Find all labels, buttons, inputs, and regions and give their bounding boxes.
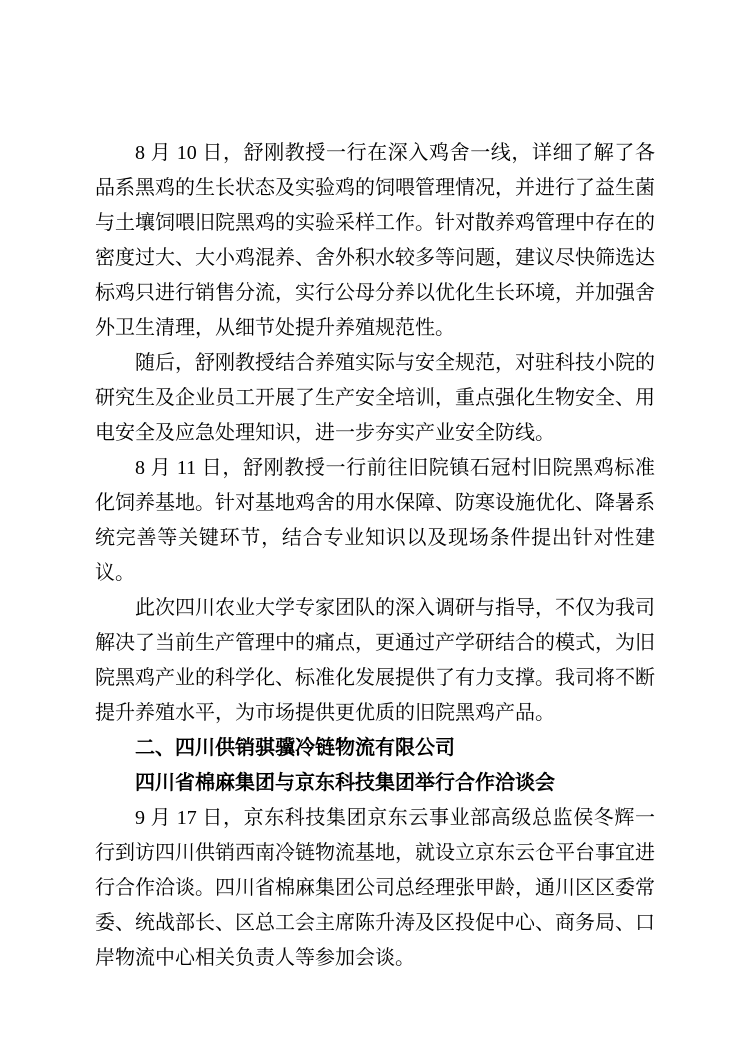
paragraph-aug11-base-visit: 8 月 11 日，舒刚教授一行前往旧院镇石冠村旧院黑鸡标准化饲养基地。针对基地鸡舍的用水保障、防寒设施优化、降暑系统完善等关键环节，结合专业知识以及现场条件提出针对性建议。 bbox=[95, 457, 655, 584]
subsection-heading-jd-cooperation-meeting: 四川省棉麻集团与京东科技集团举行合作洽谈会 bbox=[135, 772, 555, 794]
paragraph-aug10-farm-visit: 8 月 10 日，舒刚教授一行在深入鸡舍一线，详细了解了各品系黑鸡的生长状态及实验鸡的饲喂管理情况，并进行了益生菌与土壤饲喂旧院黑鸡的实验采样工作。针对散养鸡管理中存在的密度过大、大小鸡混养、舍外积水较多等问题，建议尽快筛选达标鸡只进行销售分流，实行公母分养以优化生长环境，并加强舍外卫生清理，从细节处提升养殖规范性。 bbox=[95, 142, 655, 339]
paragraph-safety-training: 随后，舒刚教授结合养殖实际与安全规范，对驻科技小院的研究生及企业员工开展了生产安全培训，重点强化生物安全、用电安全及应急处理知识，进一步夯实产业安全防线。 bbox=[95, 352, 655, 444]
paragraph-sep17-jd-meeting: 9 月 17 日，京东科技集团京东云事业部高级总监侯冬辉一行到访四川供销西南冷链物流基地，就设立京东云仓平台事宜进行合作洽谈。四川省棉麻集团公司总经理张甲龄，通川区区委常委、统战部长、区总工会主席陈升涛及区投促中心、商务局、口岸物流中心相关负责人等参加会谈。 bbox=[95, 807, 655, 969]
section-heading-qiji-cold-chain: 二、四川供销骐骥冷链物流有限公司 bbox=[135, 737, 455, 759]
paragraph-visit-summary: 此次四川农业大学专家团队的深入调研与指导，不仅为我司解决了当前生产管理中的痛点，更通过产学研结合的模式，为旧院黑鸡产业的科学化、标准化发展提供了有力支撑。我司将不断提升养殖水平，为市场提供更优质的旧院黑鸡产品。 bbox=[95, 597, 655, 724]
document-body bbox=[95, 136, 655, 976]
